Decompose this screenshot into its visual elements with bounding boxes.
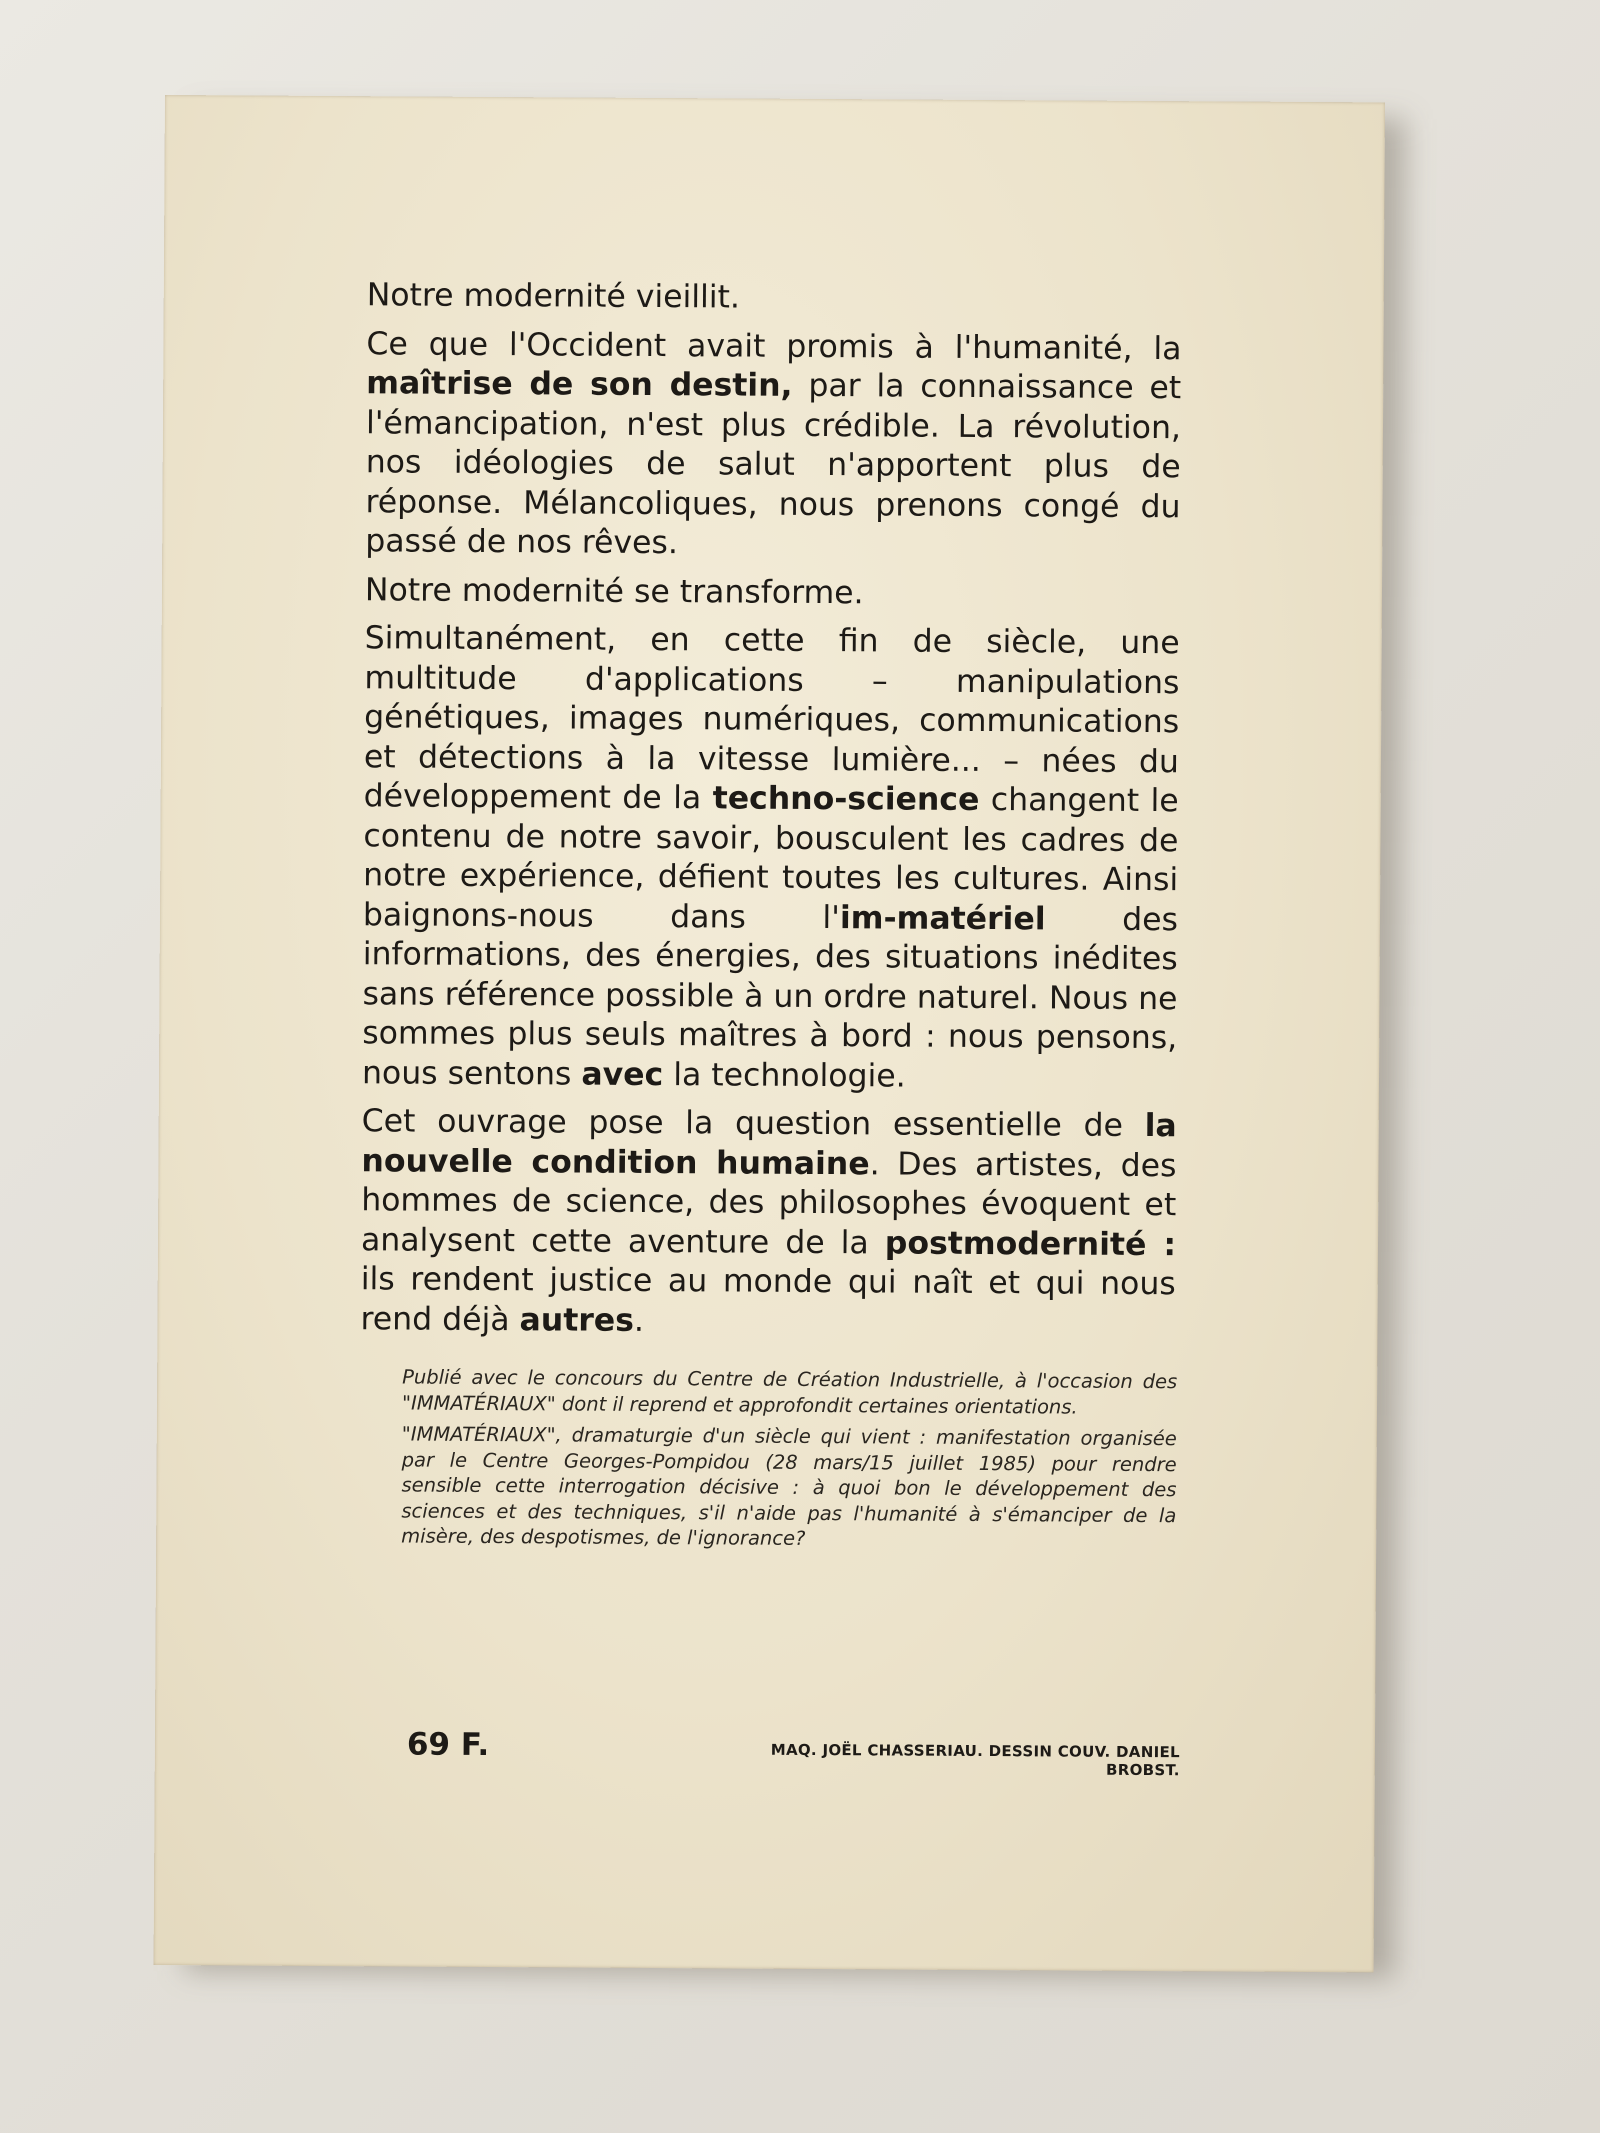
blurb-emphasis: techno-science	[712, 780, 980, 818]
publication-credits	[401, 1364, 1177, 1559]
book-back-cover	[154, 95, 1385, 1972]
blurb-paragraph-1	[367, 276, 1182, 320]
credits-paragraph-1: Publié avec le concours du Centre de Création Industrielle, à l'occasion des "IMMATÉRIAUX" dont il reprend et approfondit certaines orientations.	[401, 1365, 1178, 1419]
blurb-text: .	[633, 1302, 645, 1339]
blurb-text: Notre modernité vieillit.	[366, 277, 741, 316]
price-label: 69 F.	[406, 1726, 490, 1764]
blurb-text: Ce que l'Occident avait promis à l'humanité, la	[366, 325, 1182, 367]
blurb-text: la technologie.	[663, 1056, 906, 1095]
blurb-emphasis: autres	[519, 1301, 635, 1339]
credits-paragraph-2: "IMMATÉRIAUX", dramaturgie d'un siècle qui vient : manifestation organisée par le Centre Georges-Pompidou (28 mars/15 juillet 1985) pour rendre sensible cette interrogation décisive : à quoi bon le développement des sciences et des techniques, s'il n'aide pas l'humanité à s'émanciper de la misère, des despotismes, de l'ignorance?	[401, 1422, 1177, 1550]
blurb-emphasis: la nouvelle condition humaine	[361, 1108, 1177, 1182]
blurb-emphasis: postmodernité :	[884, 1224, 1177, 1263]
blurb-emphasis: avec	[581, 1056, 664, 1093]
blurb-paragraph-2	[365, 325, 1181, 567]
blurb-text: . Des artistes, des hommes de science, des philosophes évoquent et analysent cette aventure de la	[360, 1145, 1177, 1261]
blurb-text: Cet ouvrage pose la question essentielle de	[361, 1103, 1145, 1145]
blurb-text: Notre modernité se transforme.	[364, 571, 864, 611]
blurb-emphasis: maîtrise de son destin,	[366, 365, 793, 404]
design-credits: MAQ. JOËL CHASSERIAU. DESSIN COUV. DANIEL BROBST.	[770, 1740, 1180, 1780]
blurb-text: ils rendent justice au monde qui naît et qui nous rend déjà	[360, 1261, 1176, 1338]
blurb-text: Simultanément, en cette fin de siècle, une multitude d'applications – manipulations génétiques, images numériques, communications et détections à la vitesse lumière... – nées du développement de la	[363, 620, 1180, 817]
blurb-text: changent le contenu de notre savoir, bousculent les cadres de notre expérience, défient toutes les cultures. Ainsi baignons-nous dans l'	[362, 781, 1179, 936]
blurb-paragraph-5	[360, 1102, 1176, 1344]
blurb-paragraph-3	[365, 571, 1180, 615]
blurb-text: des informations, des énergies, des situations inédites sans référence possible à un ordre naturel. Nous ne sommes plus seuls maîtres à bord : nous pensons, nous sentons	[361, 900, 1179, 1093]
blurb-paragraph-4	[362, 619, 1180, 1098]
blurb-emphasis: im-matériel	[839, 899, 1046, 937]
back-cover-blurb	[360, 276, 1182, 1353]
blurb-text: par la connaissance et l'émancipation, n'est plus crédible. La révolution, nos idéologies de salut n'apportent plus de réponse. Mélancoliques, nous prenons congé du passé de nos rêves.	[365, 367, 1182, 562]
